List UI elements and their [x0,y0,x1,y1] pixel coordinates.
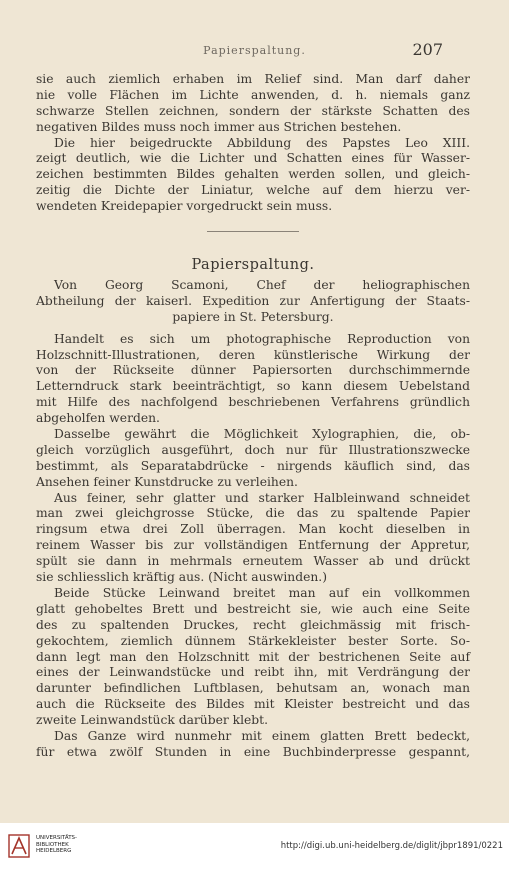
text-line: eines der Leinwandstücke und reibt ihn, mit Verdrängung der [36,665,470,680]
text-line: Letterndruck stark beeinträchtigt, so kann diesem Uebelstand [36,379,470,394]
text-line: schwarze Stellen zeichnen, sondern der stärkste Schatten des [36,103,470,118]
text-line: Aus feiner, sehr glatter und starker Halbleinwand schneidet [54,490,470,505]
paragraph [36,136,470,215]
byline [36,278,470,326]
text-line: auch die Rückseite des Bildes mit Kleister bestreicht und das [36,697,470,712]
digitization-footer [0,823,509,871]
text-line: ringsum etwa drei Zoll überragen. Man kocht dieselben in [36,522,470,537]
running-head [0,40,509,60]
text-line: sie schliesslich kräftig aus. (Nicht auswinden.) [36,570,328,585]
text-line: Ansehen feiner Kunstdrucke zu verleihen. [36,474,298,489]
byline-line: papiere in St. Petersburg. [172,309,334,324]
text-line: zeigt deutlich, wie die Lichter und Schatten eines für Wasser- [36,151,470,166]
text-line: zeitig die Dichte der Liniatur, welche auf dem hierzu ver- [36,183,470,198]
byline-line: Von Georg Scamoni, Chef der heliographischen [54,278,470,293]
paragraph [36,586,470,729]
text-line: von der Rückseite dünner Papiersorten durchschimmernde [36,363,470,378]
text-line: dann legt man den Holzschnitt mit der bestrichenen Seite auf [36,649,470,664]
text-line: nie volle Flächen im Lichte anwenden, d. h. niemals ganz [36,87,470,102]
library-name-line: UNIVERSITÄTS- [36,835,78,841]
text-line: Dasselbe gewährt die Möglichkeit Xylographien, die, ob- [54,427,470,442]
text-line: des zu spaltenden Druckes, recht gleichmässig mit frisch- [36,617,470,632]
text-line: negativen Bildes muss noch immer aus Strichen bestehen. [36,119,402,134]
article-title: Papierspaltung. [191,257,315,274]
text-line: abgeholfen werden. [36,411,160,426]
text-line: Holzschnitt-Illustrationen, deren künstlerische Wirkung der [36,347,470,362]
paragraph [36,427,470,491]
continued-paragraph [36,72,470,136]
text-line: Die hier beigedruckte Abbildung des Papstes Leo XIII. [54,135,470,150]
running-title: Papierspaltung. [203,44,306,57]
text-line: für etwa zwölf Stunden in eine Buchbinderpresse gespannt, [36,744,470,759]
text-line: Handelt es sich um photographische Reproduction von [54,331,470,346]
text-line: zweite Leinwandstück darüber klebt. [36,713,269,728]
library-name-line: HEIDELBERG [36,848,72,854]
paragraph [36,729,470,761]
text-line: wendeten Kreidepapier vorgedruckt sein muss. [36,199,333,214]
text-line: reinem Wasser bis zur vollständigen Entfernung der Appretur, [36,538,470,553]
text-line: gekochtem, ziemlich dünnem Stärkekleister bester Sorte. So- [36,633,470,648]
text-line: darunter befindlichen Luftblasen, behutsam an, wonach man [36,681,470,696]
text-line: spült sie dann in mehrmals erneutem Wasser ab und drückt [36,554,470,569]
source-url-link[interactable]: http://digi.ub.uni-heidelberg.de/diglit/jbpr1891/0221 [280,841,503,851]
library-name [36,835,77,855]
text-line: mit Hilfe des nachfolgend beschriebenen Verfahrens gründlich [36,395,470,410]
text-line: Das Ganze wird nunmehr mit einem glatten Brett bedeckt, [54,728,470,743]
section-divider [207,231,299,232]
university-library-logo-icon [8,833,30,859]
text-line: gleich vorzüglich ausgeführt, doch nur für Illustrationszwecke [36,442,470,457]
paragraph [36,332,470,427]
library-name-line: BIBLIOTHEK [36,841,69,848]
text-line: glatt gehobeltes Brett und bestreicht sie, wie auch eine Seite [36,601,470,616]
text-line: Beide Stücke Leinwand breitet man auf ein vollkommen [54,585,470,600]
text-line: sie auch ziemlich erhaben im Relief sind. Man darf daher [36,72,470,86]
page-number: 207 [412,40,443,59]
text-line: bestimmt, als Separatabdrücke - nirgends käuflich sind, das [36,458,470,473]
page-body [36,72,470,761]
paragraph [36,491,470,586]
text-line: man zwei gleichgrosse Stücke, die das zu spaltende Papier [36,506,470,521]
byline-line: Abtheilung der kaiserl. Expedition zur Anfertigung der Staats- [36,293,470,308]
text-line: zeichen bestimmten Bildes gehalten werden sollen, und gleich- [36,167,470,182]
